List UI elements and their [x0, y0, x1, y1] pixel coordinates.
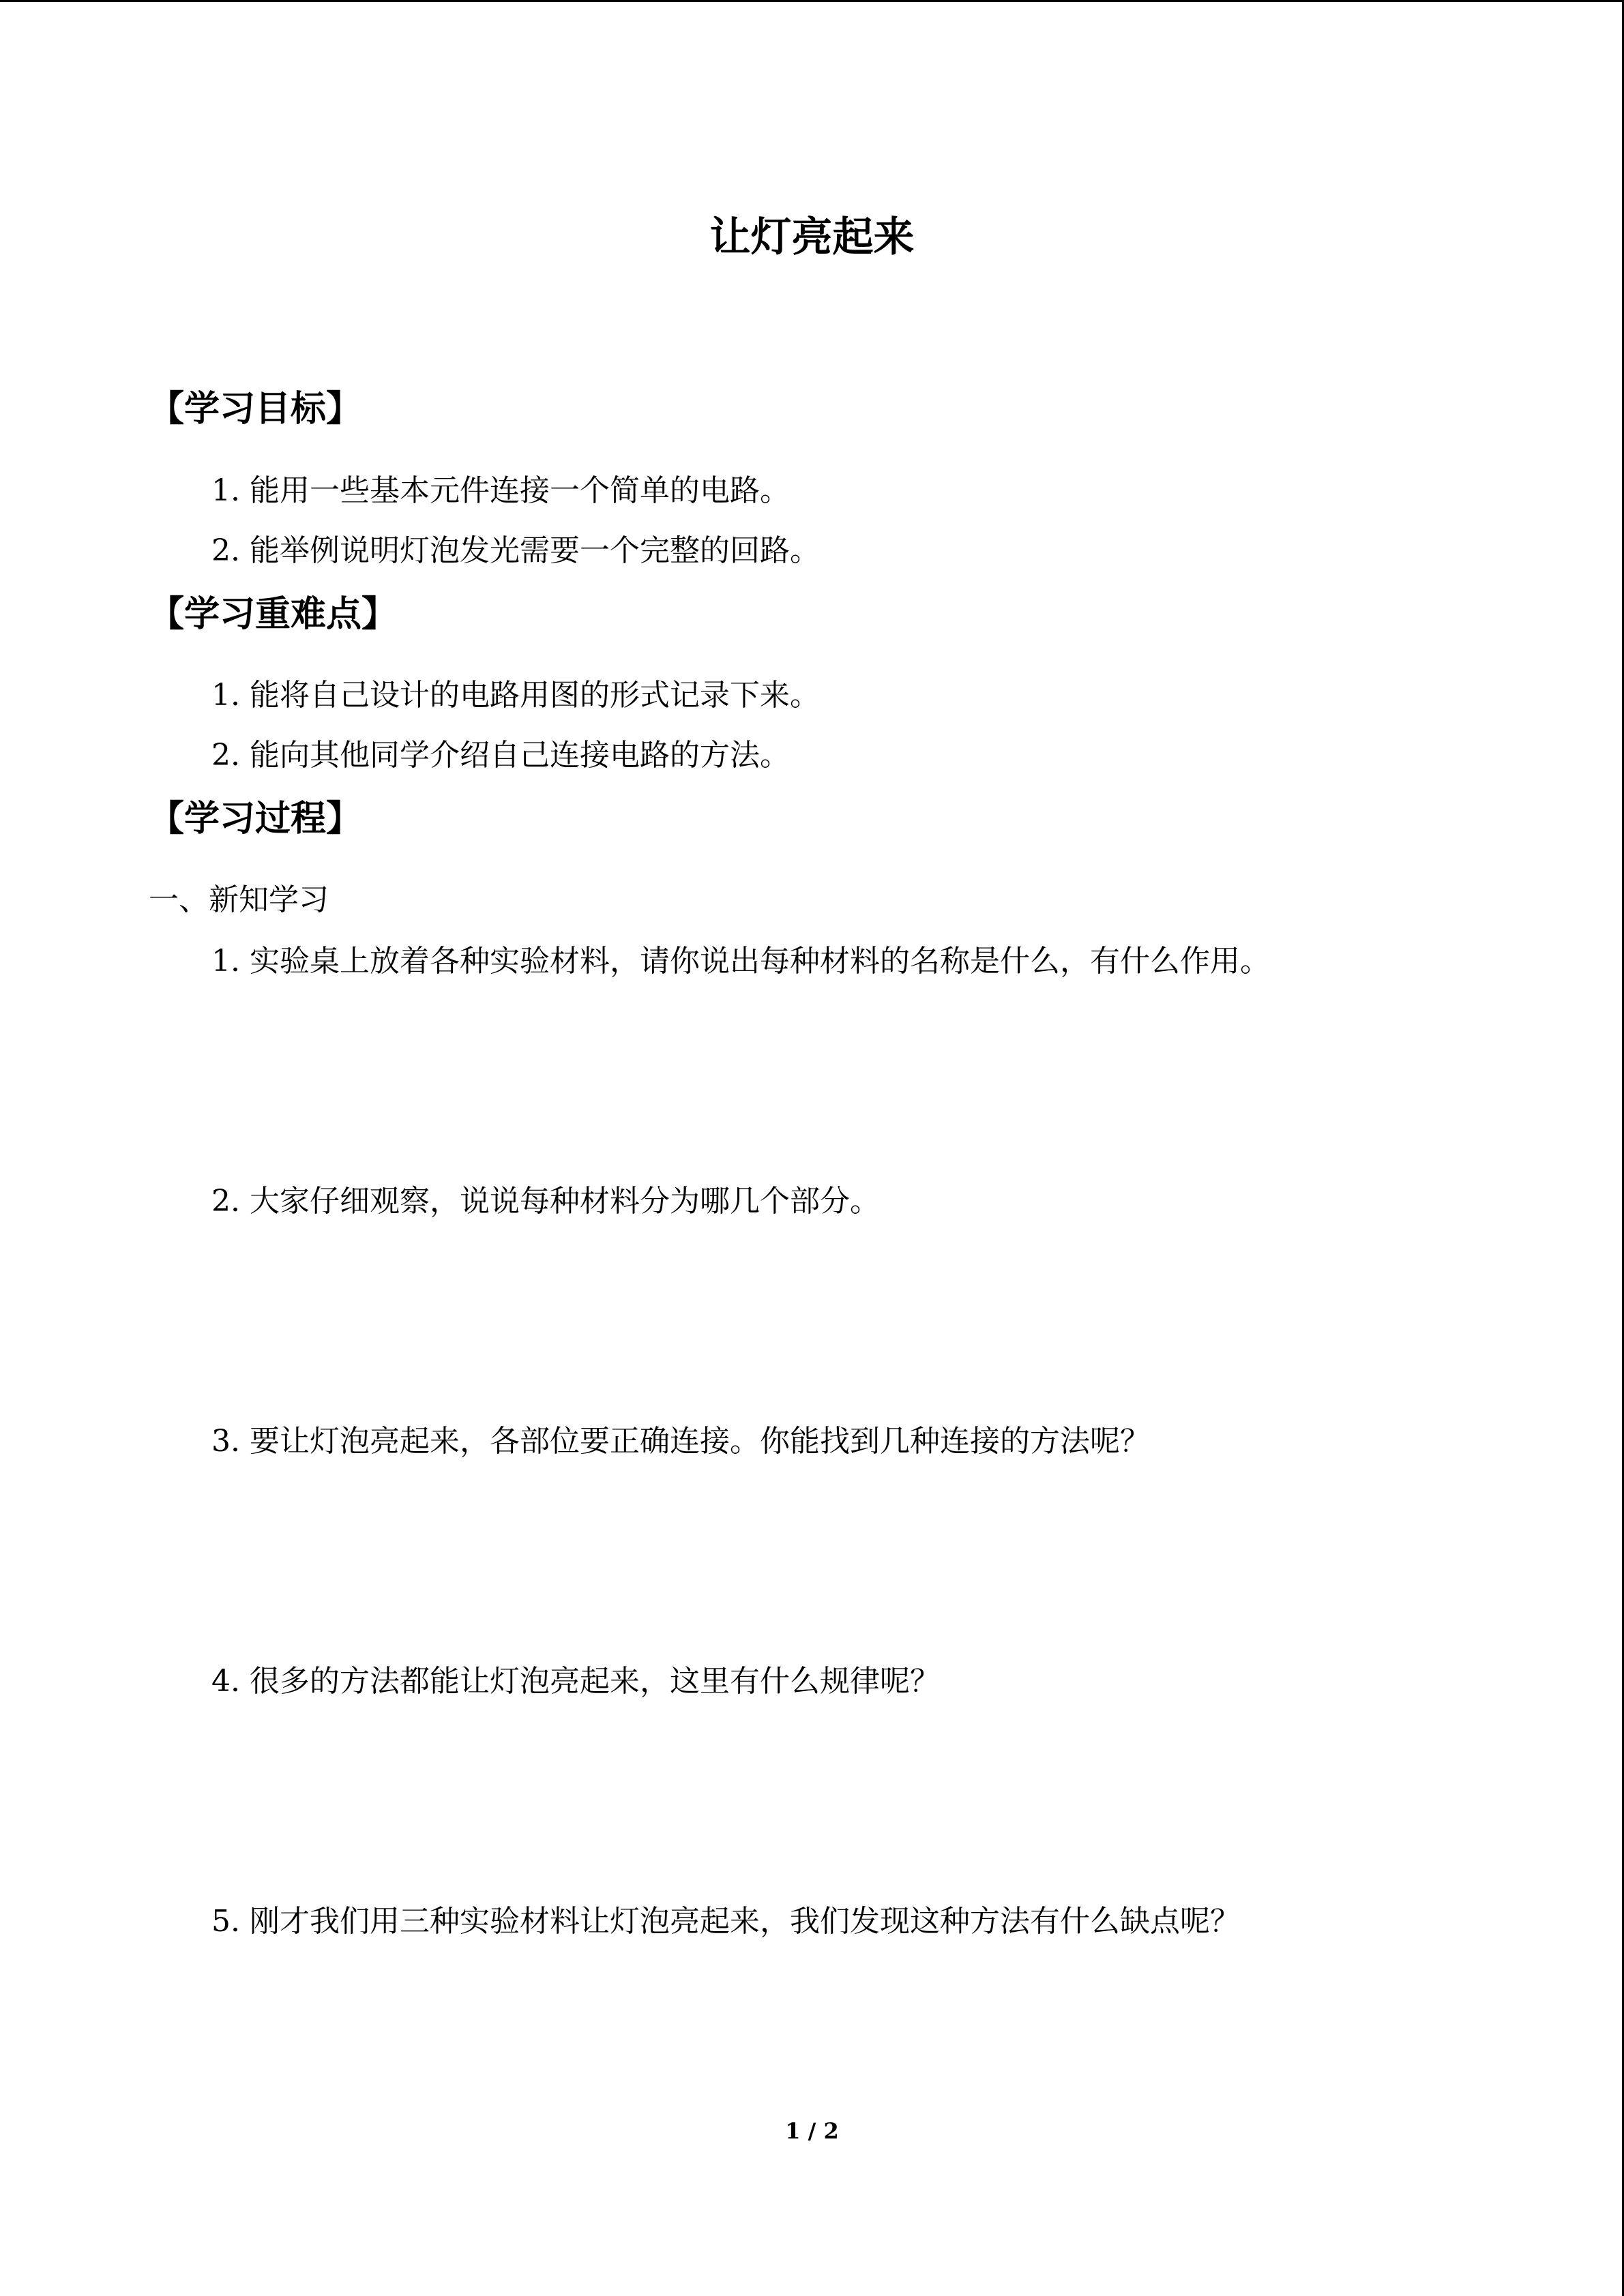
- question-item: [211, 1181, 880, 1222]
- page-title: 让灯亮起来: [709, 213, 915, 261]
- section-heading-key-points: 【学习重难点】: [149, 594, 398, 635]
- item-number: 2.: [211, 533, 240, 568]
- item-number: 5.: [211, 1904, 240, 1939]
- item-text: 能举例说明灯泡发光需要一个完整的回路。: [249, 533, 820, 568]
- list-item: [211, 675, 820, 716]
- item-number: 3.: [211, 1424, 240, 1459]
- item-text: 能将自己设计的电路用图的形式记录下来。: [249, 678, 820, 713]
- question-item: [211, 1901, 1240, 1942]
- item-text: 很多的方法都能让灯泡亮起来，这里有什么规律呢？: [249, 1664, 940, 1699]
- section-heading-objectives: 【学习目标】: [149, 389, 362, 430]
- item-number: 1.: [211, 473, 240, 508]
- item-text: 刚才我们用三种实验材料让灯泡亮起来，我们发现这种方法有什么缺点呢？: [249, 1904, 1240, 1939]
- page-number: 1 / 2: [785, 2118, 839, 2144]
- item-number: 4.: [211, 1664, 240, 1699]
- item-text: 能用一些基本元件连接一个简单的电路。: [249, 473, 790, 508]
- page-border-top: [0, 0, 1624, 2]
- item-text: 大家仔细观察，说说每种材料分为哪几个部分。: [249, 1184, 880, 1219]
- list-item: [211, 531, 820, 571]
- item-number: 1.: [211, 678, 240, 713]
- item-text: 要让灯泡亮起来，各部位要正确连接。你能找到几种连接的方法呢？: [249, 1424, 1150, 1459]
- list-item: [211, 735, 790, 776]
- item-number: 2.: [211, 738, 240, 773]
- item-number: 2.: [211, 1184, 240, 1219]
- question-item: [211, 1421, 1150, 1462]
- item-number: 1.: [211, 944, 240, 979]
- section-heading-process: 【学习过程】: [149, 799, 362, 839]
- question-item: [211, 941, 1270, 982]
- question-item: [211, 1661, 940, 1702]
- list-item: [211, 471, 790, 511]
- item-text: 能向其他同学介绍自己连接电路的方法。: [249, 738, 790, 773]
- item-text: 实验桌上放着各种实验材料，请你说出每种材料的名称是什么，有什么作用。: [249, 944, 1270, 979]
- subsection-heading: 一、新知学习: [149, 882, 329, 917]
